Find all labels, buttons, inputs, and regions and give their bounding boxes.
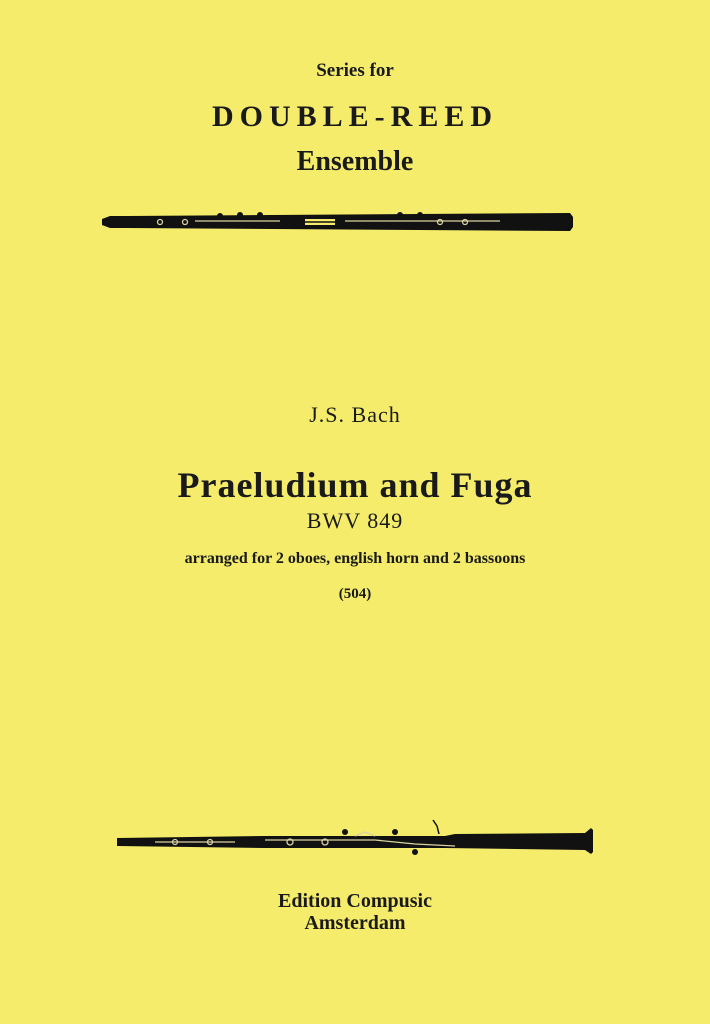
arrangement-text: arranged for 2 oboes, english horn and 2 bassoons xyxy=(184,550,526,567)
series-for-text: Series for xyxy=(316,60,394,81)
work-title: Praeludium and Fuga xyxy=(177,465,533,505)
edition-number: (504) xyxy=(338,586,372,602)
catalogue-number: BWV 849 xyxy=(306,508,404,533)
publisher-name: Edition Compusic xyxy=(278,890,432,912)
publisher-block xyxy=(0,890,710,934)
bassoon-icon xyxy=(115,818,595,864)
composer-name: J.S. Bach xyxy=(309,402,401,427)
series-name: DOUBLE-REED xyxy=(211,100,499,133)
ensemble-text: Ensemble xyxy=(296,146,414,177)
oboe-icon xyxy=(100,205,575,239)
publisher-city: Amsterdam xyxy=(304,912,406,934)
